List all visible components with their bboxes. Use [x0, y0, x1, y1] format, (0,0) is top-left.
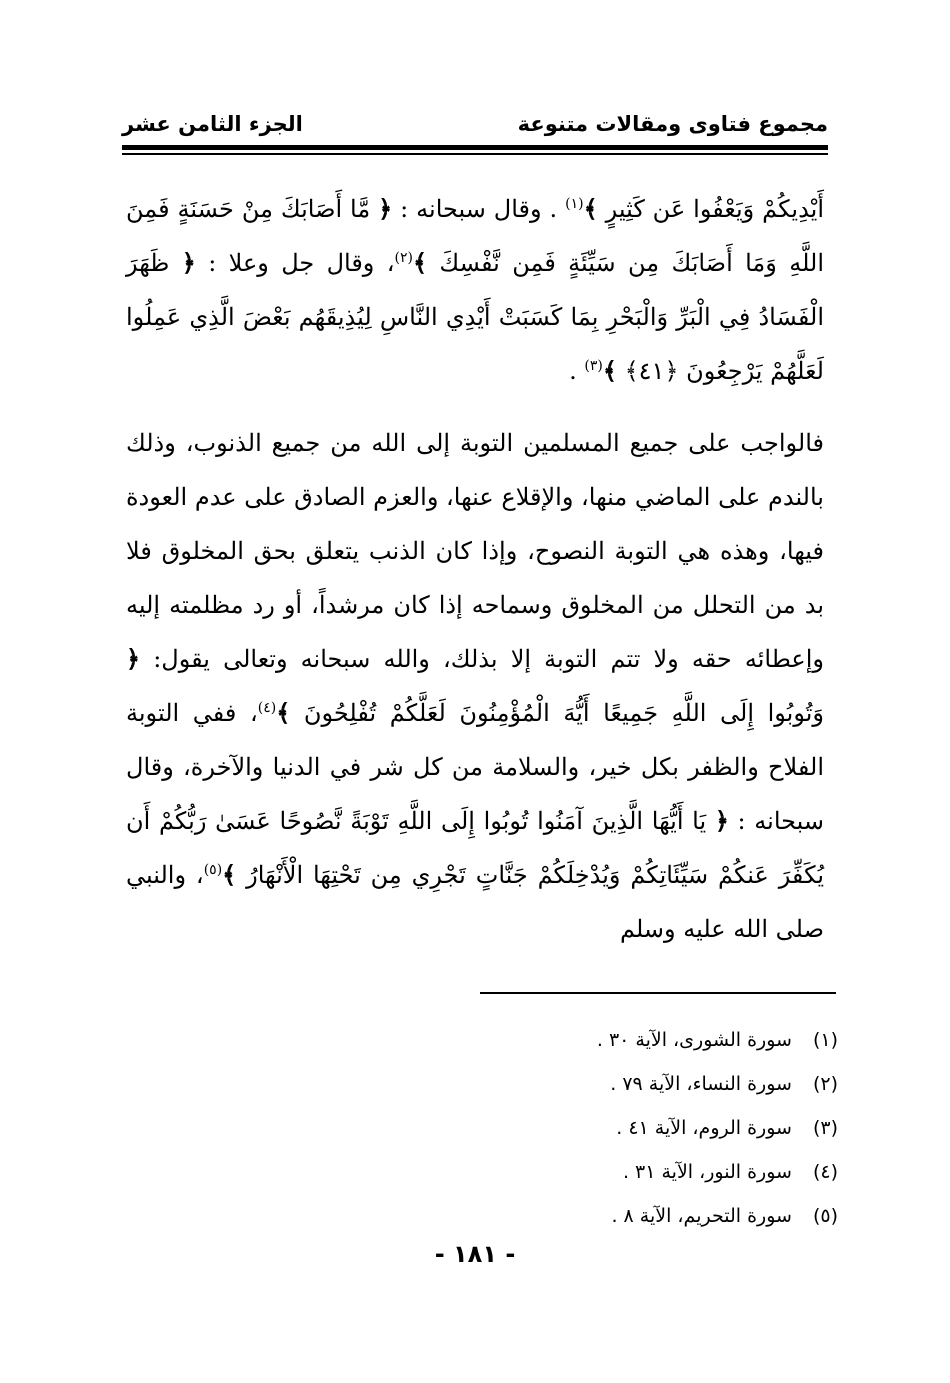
footnote-ref: (١) — [565, 196, 584, 212]
footnote-number: (٣) — [812, 1117, 838, 1139]
footnote-ref: (٤) — [257, 700, 277, 716]
body-text: ، والنبي صلى الله عليه وسلم — [126, 861, 824, 943]
quran-verse: أَيْدِيكُمْ وَيَعْفُوا عَن كَثِيرٍ — [605, 195, 825, 223]
verse-close-bracket: ﴾ — [276, 698, 291, 727]
footnote-item — [338, 1198, 838, 1242]
body-text: ، ففي التوبة الفلاح والظفر بكل خير، والسلامة من كل شر في الدنيا والآخرة، وقال سبحانه : — [126, 699, 824, 835]
part-title: الجزء الثامن عشر — [122, 112, 303, 136]
footnote-item — [338, 1110, 838, 1154]
footnote-text: سورة النساء، الآية ٧٩ . — [610, 1073, 792, 1095]
quran-verse: مَّا أَصَابَكَ مِنْ حَسَنَةٍ فَمِنَ اللَّهِ وَمَا أَصَابَكَ مِن سَيِّئَةٍ فَمِن نَّفْسِكَ — [126, 195, 824, 277]
footnote-ref: (٣) — [584, 358, 603, 374]
footnote-separator — [480, 992, 836, 994]
paragraph-2 — [126, 416, 824, 956]
quran-verse: وَتُوبُوا إِلَى اللَّهِ جَمِيعًا أَيُّهَ الْمُؤْمِنُونَ لَعَلَّكُمْ تُفْلِحُونَ — [303, 699, 825, 727]
verse-open-bracket: ﴿ — [714, 806, 729, 835]
footnote-text: سورة النور، الآية ٣١ . — [622, 1161, 792, 1183]
quran-verse: يَا أَيُّهَا الَّذِينَ آمَنُوا تُوبُوا إِلَى اللَّهِ تَوْبَةً نَّصُوحًا عَسَىٰ رَبُّكُمْ أَن يُكَفِّرَ عَنكُمْ سَيِّئَاتِكُمْ وَيُدْخِلَكُمْ جَنَّاتٍ تَجْرِي مِن تَحْتِهَا الْأَنْهَارُ — [126, 807, 825, 889]
header-rule-thin — [122, 153, 828, 155]
footnote-number: (١) — [812, 1029, 838, 1051]
footnote-item — [338, 1154, 838, 1198]
paragraph-1 — [126, 182, 824, 398]
verse-close-bracket: ﴾ — [222, 860, 237, 889]
main-text — [126, 182, 824, 956]
footnote-number: (٢) — [812, 1073, 838, 1095]
footnote-ref: (٢) — [394, 250, 413, 266]
verse-close-bracket: ﴾ — [602, 356, 617, 385]
verse-close-bracket: ﴾ — [412, 248, 428, 277]
footnotes — [338, 1022, 838, 1242]
running-header — [122, 112, 828, 142]
footnote-text: سورة الشورى، الآية ٣٠ . — [596, 1029, 792, 1051]
verse-open-bracket: ﴿ — [181, 248, 196, 277]
verse-open-bracket: ﴿ — [126, 644, 141, 673]
footnote-text: سورة التحريم، الآية ٨ . — [611, 1205, 792, 1227]
verse-close-bracket: ﴾ — [583, 194, 598, 223]
footnote-ref: (٥) — [203, 862, 223, 878]
footnote-item — [338, 1022, 838, 1066]
header-rule-thick — [122, 145, 828, 150]
verse-open-bracket: ﴿ — [378, 194, 393, 223]
body-text: فالواجب على جميع المسلمين التوبة إلى الله من جميع الذنوب، وذلك بالندم على الماضي منها، والإقلاع عنها، والعزم الصادق على عدم العودة فيها، وهذه هي التوبة النصوح، وإذا كان الذنب يتعلق بحق المخلوق فلا بد من التحلل من المخلوق وسماحه إذا كان مرشداً، أو رد مظلمته إليه وإعطائه حقه ولا تتم التوبة إلا بذلك، والله سبحانه وتعالى يقول: — [125, 429, 824, 673]
quran-verse: ظَهَرَ الْفَسَادُ فِي الْبَرِّ وَالْبَحْرِ بِمَا كَسَبَتْ أَيْدِي النَّاسِ لِيُذِيقَهُم بَعْضَ الَّذِي عَمِلُوا لَعَلَّهُمْ يَرْجِعُونَ ﴿٤١﴾ — [126, 249, 824, 385]
footnote-item — [338, 1066, 838, 1110]
footnote-number: (٥) — [812, 1205, 838, 1227]
footnote-text: سورة الروم، الآية ٤١ . — [616, 1117, 792, 1139]
page-number: - ١٨١ - — [434, 1240, 516, 1268]
book-title: مجموع فتاوى ومقالات متنوعة — [517, 112, 828, 136]
body-text: ، وقال جل وعلا : — [208, 249, 395, 277]
body-text: . وقال سبحانه : — [400, 195, 558, 223]
body-text: . — [569, 357, 577, 385]
footnote-number: (٤) — [812, 1161, 838, 1183]
